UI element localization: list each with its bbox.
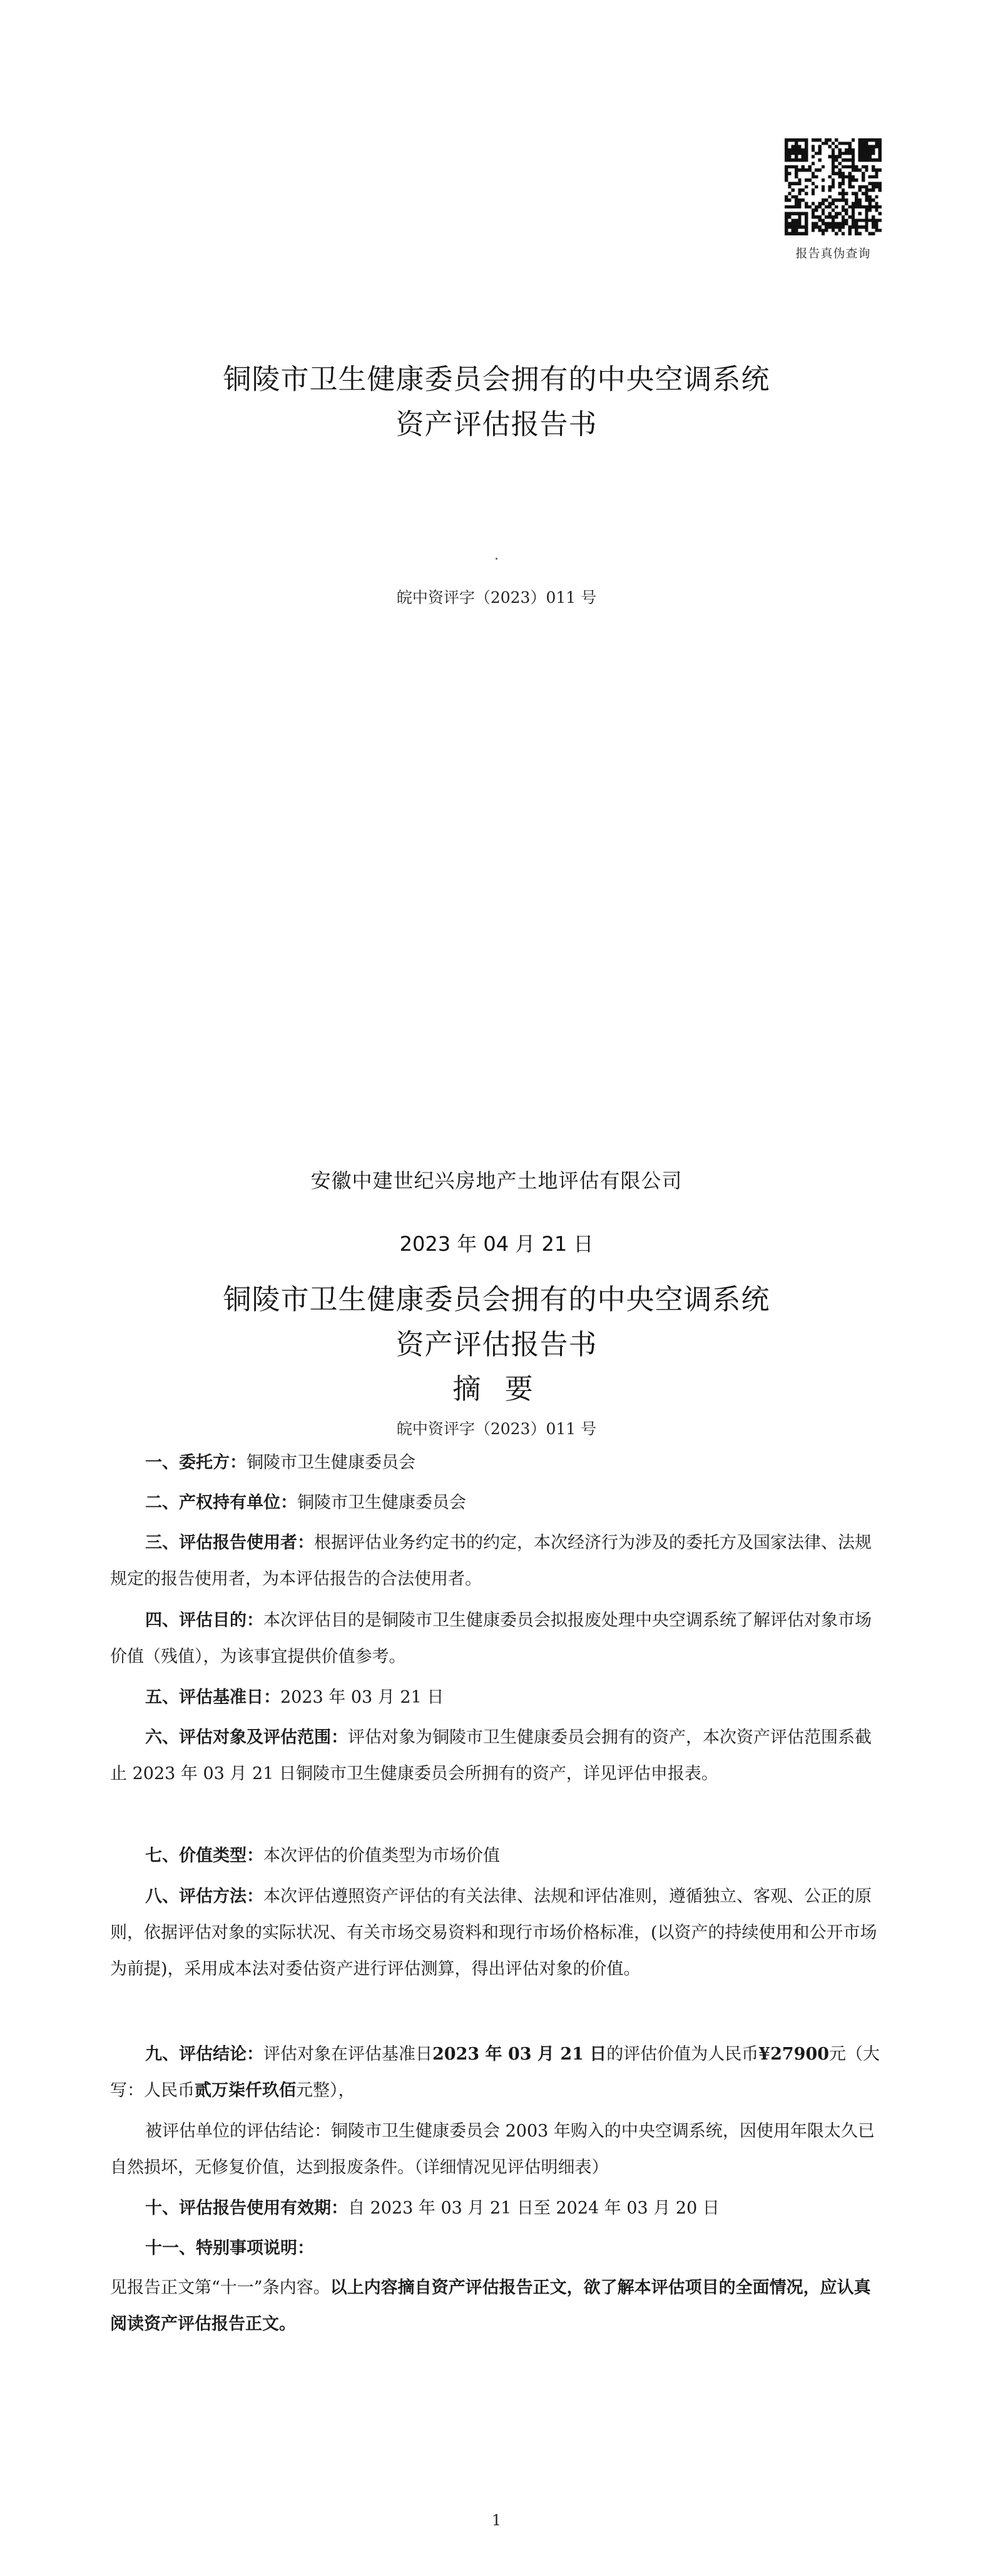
summary-heading: 摘 要 <box>452 1372 541 1405</box>
item-conclusion-text-d: 元整）， <box>296 2081 355 2100</box>
item-purpose-text: 本次评估目的是铜陵市卫生健康委员会拟报废处理中央空调系统了解评估对象市场价值（残值），为该事宜提供价值参考。 <box>110 1611 872 1666</box>
item-method-label: 八、评估方法： <box>145 1887 263 1906</box>
item-conclusion-text-b: 的评估价值为人民币 <box>606 2045 759 2064</box>
company-name: 安徽中建世纪兴房地产土地评估有限公司 <box>310 1169 683 1193</box>
item-special-label: 十一、特别事项说明： <box>145 2239 314 2258</box>
item-client-label: 一、委托方： <box>145 1453 247 1472</box>
item-scope-label: 六、评估对象及评估范围： <box>145 1728 348 1747</box>
qr-code-icon[interactable] <box>785 138 882 235</box>
item-purpose-label: 四、评估目的： <box>145 1611 263 1630</box>
item-conclusion-text-c: 元（大写：人民币 <box>110 2045 880 2100</box>
item-validity-label: 十、评估报告使用有效期： <box>145 2199 348 2218</box>
item-scope-text: 评估对象为铜陵市卫生健康委员会拥有的资产，本次资产评估范围系截止 2023 年 03 月 21 日铜陵市卫生健康委员会所拥有的资产，详见评估申报表。 <box>110 1728 872 1783</box>
item-special-detail-bold: 以上内容摘自资产评估报告正文，欲了解本评估项目的全面情况，应认真阅读资产评估报告正文。 <box>110 2278 871 2334</box>
item-method <box>110 1879 884 1988</box>
item-special-detail <box>110 2270 884 2343</box>
item-base-date-text: 2023 年 03 月 21 日 <box>280 1688 444 1707</box>
qr-caption: 报告真伪查询 <box>795 247 871 260</box>
item-conclusion-amount-cn: 贰万柒仟玖佰 <box>195 2081 296 2100</box>
scan-dot <box>496 558 497 560</box>
item-conclusion-detail <box>110 2113 884 2186</box>
item-users-label: 三、评估报告使用者： <box>145 1533 314 1552</box>
cover-title-line1: 铜陵市卫生健康委员会拥有的中央空调系统 <box>223 362 770 396</box>
cover-doc-number: 皖中资评字（2023）011 号 <box>396 588 597 607</box>
item-users <box>110 1525 884 1598</box>
item-value-type-text: 本次评估的价值类型为市场价值 <box>263 1846 500 1865</box>
item-method-text: 本次评估遵照资产评估的有关法律、法规和评估准则，遵循独立、客观、公正的原则，依据评估对象的实际状况、有关市场交易资料和现行市场价格标准，(以资产的持续使用和公开市场为前提)，采用成本法对委估资产进行评估测算，得出评估对象的价值。 <box>110 1887 877 1979</box>
item-conclusion-label: 九、评估结论： <box>145 2045 263 2064</box>
item-owner-text: 铜陵市卫生健康委员会 <box>297 1493 466 1512</box>
item-validity-text: 自 2023 年 03 月 21 日至 2024 年 03 月 20 日 <box>348 2199 720 2218</box>
item-conclusion-detail-text: 被评估单位的评估结论：铜陵市卫生健康委员会 2003 年购入的中央空调系统，因使用年限太久已自然损坏，无修复价值，达到报废条件。（详细情况见评估明细表） <box>110 2122 875 2177</box>
item-validity <box>110 2190 884 2227</box>
item-value-type-label: 七、价值类型： <box>145 1846 263 1865</box>
item-special-detail-text: 见报告正文第“十一”条内容。 <box>110 2278 330 2297</box>
summary-body <box>110 1440 884 2504</box>
item-base-date-label: 五、评估基准日： <box>145 1688 280 1707</box>
item-base-date <box>110 1680 884 1716</box>
summary-title-line2: 资产评估报告书 <box>395 1328 598 1361</box>
summary-doc-number: 皖中资评字（2023）011 号 <box>396 1420 597 1438</box>
item-purpose <box>110 1603 884 1675</box>
item-scope <box>110 1720 884 1792</box>
page-number: 1 <box>491 2512 502 2529</box>
report-date: 2023 年 04 月 21 日 <box>399 1232 594 1256</box>
item-value-type <box>110 1838 884 1874</box>
item-owner-label: 二、产权持有单位： <box>145 1493 297 1512</box>
item-conclusion <box>110 2036 884 2109</box>
item-owner <box>110 1485 884 1521</box>
qr-verification-block <box>785 138 882 261</box>
cover-title-line2: 资产评估报告书 <box>395 408 598 441</box>
item-client-text: 铜陵市卫生健康委员会 <box>247 1453 415 1472</box>
item-conclusion-date: 2023 年 03 月 21 日 <box>432 2045 607 2064</box>
summary-title-line1: 铜陵市卫生健康委员会拥有的中央空调系统 <box>223 1283 770 1316</box>
item-conclusion-amount: ¥27900 <box>758 2045 830 2064</box>
item-users-text: 根据评估业务约定书的约定，本次经济行为涉及的委托方及国家法律、法规规定的报告使用者，为本评估报告的合法使用者。 <box>110 1533 872 1589</box>
item-special <box>110 2230 884 2267</box>
item-conclusion-text-a: 评估对象在评估基准日 <box>263 2045 432 2064</box>
item-client <box>110 1445 884 1481</box>
